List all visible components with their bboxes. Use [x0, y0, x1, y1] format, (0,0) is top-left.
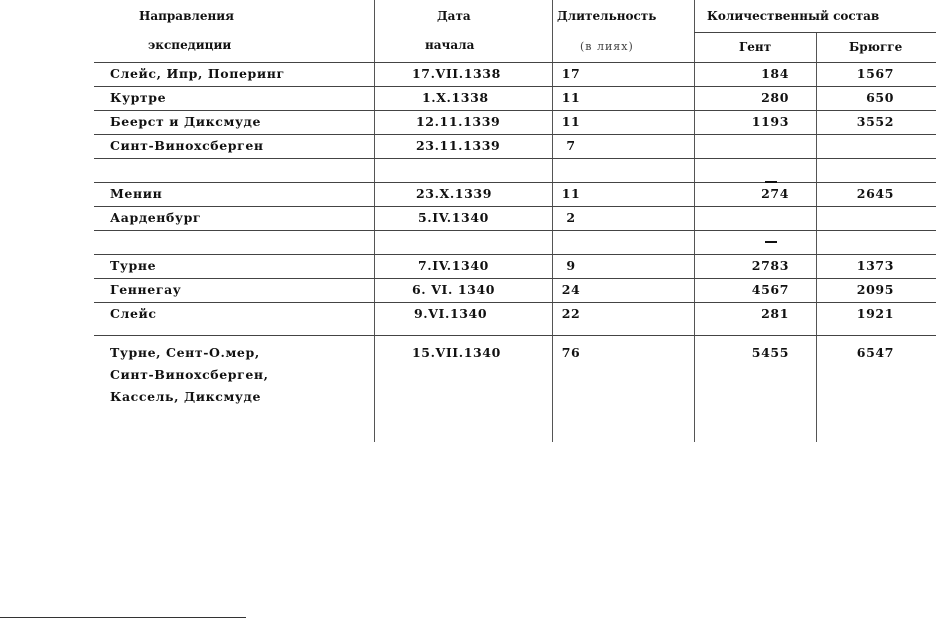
- destination-cell-line: Кассель, Диксмуде: [110, 389, 262, 404]
- destination-cell: Куртре: [110, 90, 167, 105]
- row-rule: [94, 158, 936, 159]
- date-cell: 12.11.1339: [416, 114, 501, 129]
- header-date-line2: начала: [425, 38, 475, 52]
- destination-cell: Синт-Винохсберген: [110, 138, 264, 153]
- destination-cell: Турне: [110, 258, 157, 273]
- destination-cell: Аарденбург: [110, 210, 202, 225]
- duration-cell: 76: [561, 345, 581, 360]
- column-divider: [694, 0, 695, 442]
- destination-cell: Менин: [110, 186, 163, 201]
- header-subrule: [694, 32, 936, 33]
- date-cell: 23.X.1339: [416, 186, 492, 201]
- gent-cell: 4567: [751, 282, 789, 297]
- row-rule: [94, 230, 936, 231]
- duration-cell: 17: [561, 66, 581, 81]
- gent-cell: 2783: [751, 258, 789, 273]
- duration-cell: 11: [561, 114, 581, 129]
- column-divider: [816, 33, 817, 442]
- row-rule: [94, 254, 936, 255]
- gent-cell: 5455: [751, 345, 789, 360]
- date-cell: 17.VII.1338: [412, 66, 501, 81]
- header-composition: Количественный состав: [707, 9, 880, 23]
- date-cell: 1.X.1338: [422, 90, 489, 105]
- row-rule: [94, 182, 936, 183]
- header-destinations-line1: Направления: [139, 9, 235, 23]
- row-rule: [94, 335, 936, 336]
- destination-cell-line: Турне, Сент-О.мер,: [110, 345, 260, 360]
- duration-cell: 22: [561, 306, 581, 321]
- duration-cell: 9: [566, 258, 576, 273]
- header-date-line1: Дата: [437, 9, 471, 23]
- destination-cell: Геннегау: [110, 282, 182, 297]
- destination-cell: Слейс, Ипр, Поперинг: [110, 66, 285, 81]
- header-bruges: Брюгге: [849, 40, 903, 54]
- gent-cell: 1193: [751, 114, 789, 129]
- destination-cell-line: Синт-Винохсберген,: [110, 367, 269, 382]
- gent-cell: 274: [761, 186, 789, 201]
- date-cell: 9.VI.1340: [414, 306, 488, 321]
- duration-cell: 2: [566, 210, 576, 225]
- gent-cell: 280: [761, 90, 789, 105]
- row-rule: [94, 206, 936, 207]
- duration-cell: 11: [561, 90, 581, 105]
- date-cell: 6. VI. 1340: [412, 282, 496, 297]
- bruges-cell: 1921: [856, 306, 894, 321]
- empty-value-dash: [765, 241, 777, 243]
- expeditions-table: [94, 0, 936, 442]
- header-duration-unit: (в лиях): [580, 40, 634, 53]
- duration-cell: 7: [566, 138, 576, 153]
- date-cell: 23.11.1339: [416, 138, 501, 153]
- destination-cell: Беерст и Диксмуде: [110, 114, 262, 129]
- footnote-rule: [0, 617, 246, 618]
- bruges-cell: 2095: [856, 282, 894, 297]
- empty-value-dash: [765, 181, 777, 183]
- row-rule: [94, 302, 936, 303]
- header-duration: Длительность: [557, 9, 657, 23]
- date-cell: 5.IV.1340: [418, 210, 489, 225]
- duration-cell: 24: [561, 282, 581, 297]
- header-destinations-line2: экспедиции: [148, 38, 232, 52]
- bruges-cell: 650: [866, 90, 894, 105]
- duration-cell: 11: [561, 186, 581, 201]
- bruges-cell: 1373: [856, 258, 894, 273]
- bruges-cell: 1567: [856, 66, 894, 81]
- row-rule: [94, 86, 936, 87]
- row-rule: [94, 278, 936, 279]
- header-gent: Гент: [739, 40, 772, 54]
- bruges-cell: 2645: [856, 186, 894, 201]
- bruges-cell: 3552: [856, 114, 894, 129]
- destination-cell: Слейс: [110, 306, 157, 321]
- date-cell: 15.VII.1340: [412, 345, 501, 360]
- gent-cell: 281: [761, 306, 789, 321]
- column-divider: [374, 0, 375, 442]
- bruges-cell: 6547: [856, 345, 894, 360]
- date-cell: 7.IV.1340: [418, 258, 489, 273]
- gent-cell: 184: [761, 66, 789, 81]
